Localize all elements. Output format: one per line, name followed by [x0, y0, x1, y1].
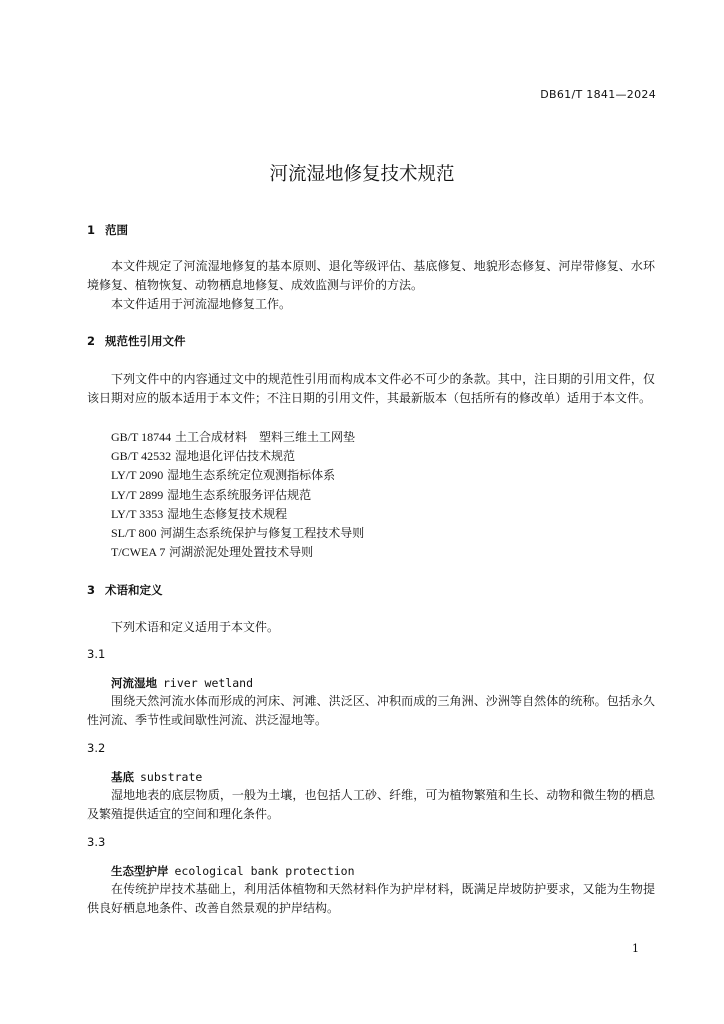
section-number: 2	[87, 334, 96, 348]
section-title: 规范性引用文件	[105, 334, 186, 348]
term-number: 3.2	[87, 741, 106, 755]
reference-title: 土工合成材料 塑料三维土工网垫	[174, 430, 355, 444]
reference-title: 河湖淤泥处理处置技术导则	[169, 545, 314, 560]
term-definition: 在传统护岸技术基础上，利用活体植物和天然材料作为护岸材料，既满足岸坡防护要求，又能为生物提供良好栖息地条件、改善自然景观的护岸结构。	[87, 882, 655, 915]
page-number: 1	[632, 942, 639, 955]
section-2-heading	[87, 333, 186, 349]
term-name	[111, 863, 355, 879]
term-name-zh: 基底	[111, 770, 134, 784]
reference-code: LY/T 2899	[111, 487, 164, 502]
reference-code: SL/T 800	[111, 526, 157, 541]
section-3-intro: 下列术语和定义适用于本文件。	[111, 620, 280, 634]
reference-code: LY/T 3353	[111, 506, 164, 521]
section-1-paragraph-2: 本文件适用于河流湿地修复工作。	[111, 297, 292, 311]
term-name-zh: 生态型护岸	[111, 864, 169, 878]
term-definition: 围绕天然河流水体而形成的河床、河滩、洪泛区、冲积而成的三角洲、沙洲等自然体的统称。包括永久性河流、季节性或间歇性河流、洪泛湿地等。	[87, 694, 655, 727]
section-title: 术语和定义	[105, 583, 163, 597]
term-name-en: substrate	[140, 770, 203, 784]
term-definition: 湿地地表的底层物质，一般为土壤，也包括人工砂、纤维，可为植物繁殖和生长、动物和微生物的栖息及繁殖提供适宜的空间和理化条件。	[87, 788, 655, 821]
reference-item	[111, 486, 364, 505]
section-number: 1	[87, 223, 96, 237]
reference-code: GB/T 42532	[111, 449, 172, 464]
section-2-intro: 下列文件中的内容通过文中的规范性引用而构成本文件必不可少的条款。其中，注日期的引用文件，仅该日期对应的版本适用于本文件；不注日期的引用文件，其最新版本（包括所有的修改单）适用于本文件。	[87, 372, 655, 405]
reference-code: GB/T 18744	[111, 430, 172, 444]
reference-code: T/CWEA 7	[111, 545, 166, 560]
term-name-zh: 河流湿地	[111, 676, 157, 690]
standard-code: DB61/T 1841—2024	[540, 88, 656, 101]
section-1-paragraph-1: 本文件规定了河流湿地修复的基本原则、退化等级评估、基底修复、地貌形态修复、河岸带修复、水环境修复、植物恢复、动物栖息地修复、成效监测与评价的方法。	[87, 259, 655, 292]
document-title: 河流湿地修复技术规范	[269, 164, 455, 185]
term-number: 3.3	[87, 835, 106, 849]
term-name	[111, 769, 202, 785]
reference-title: 河湖生态系统保护与修复工程技术导则	[160, 526, 365, 541]
reference-item	[111, 447, 364, 466]
reference-title: 湿地生态修复技术规程	[167, 506, 288, 521]
reference-title: 湿地生态系统定位观测指标体系	[167, 468, 336, 483]
section-3-heading	[87, 582, 163, 598]
reference-title: 湿地退化评估技术规范	[174, 449, 295, 464]
reference-title: 湿地生态系统服务评估规范	[167, 487, 312, 502]
reference-item	[111, 543, 364, 562]
term-name	[111, 675, 253, 691]
reference-item	[111, 428, 364, 447]
term-name-en: ecological bank protection	[174, 864, 355, 878]
term-number: 3.1	[87, 647, 106, 661]
reference-item	[111, 524, 364, 543]
reference-code: LY/T 2090	[111, 468, 164, 483]
reference-item	[111, 505, 364, 524]
term-name-en: river wetland	[163, 676, 254, 690]
reference-item	[111, 466, 364, 485]
section-number: 3	[87, 583, 96, 597]
reference-list	[111, 428, 364, 562]
section-title: 范围	[105, 223, 128, 237]
section-1-heading	[87, 222, 128, 238]
